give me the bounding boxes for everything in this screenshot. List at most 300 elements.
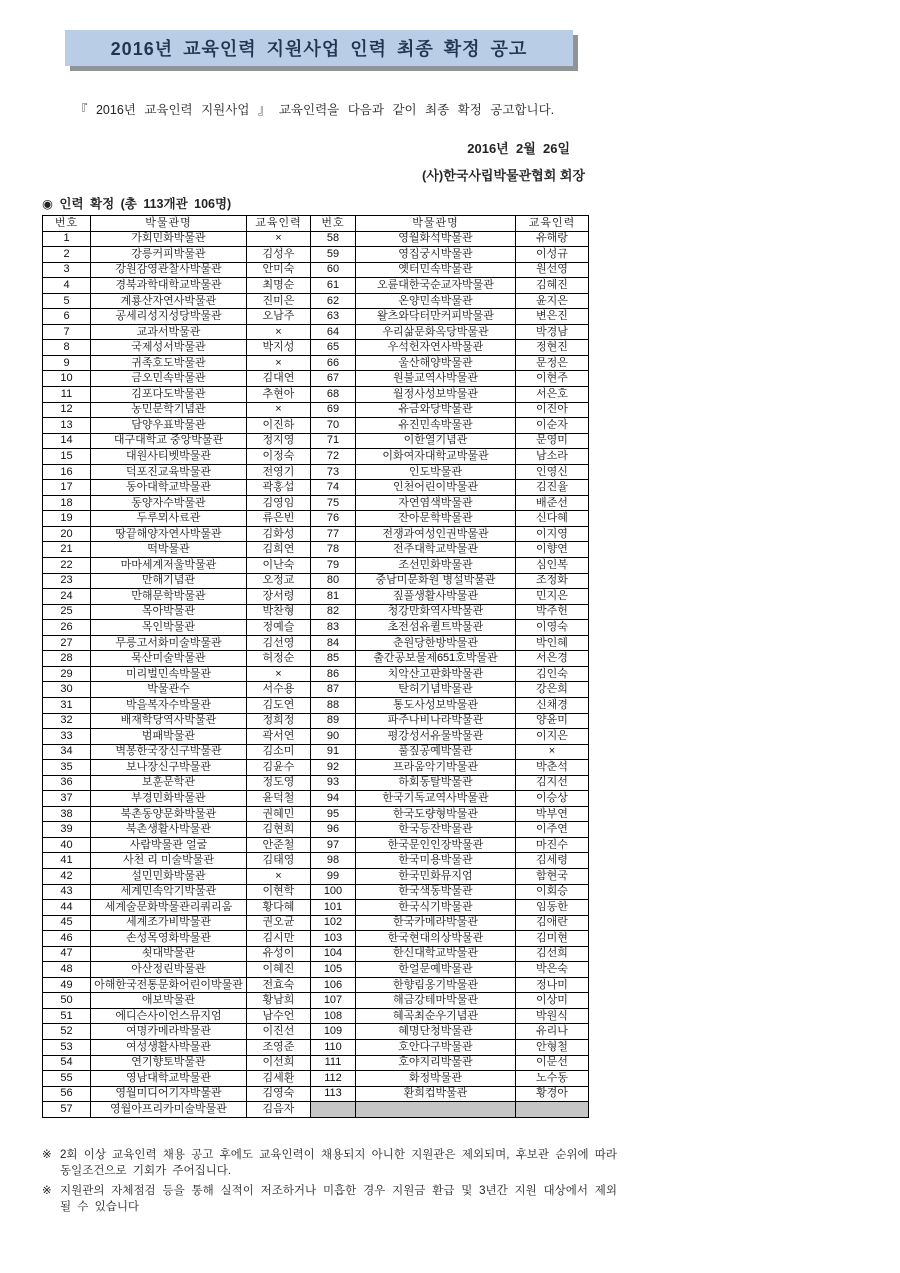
- person-name-cell: 오정교: [247, 573, 311, 589]
- row-number-cell: 60: [311, 262, 356, 278]
- person-name-cell: 함현국: [516, 868, 589, 884]
- museum-name-cell: 한얼문예박물관: [356, 962, 516, 978]
- museum-name-cell: 아산정린박물관: [91, 962, 247, 978]
- museum-name-cell: 환희컵박물관: [356, 1086, 516, 1102]
- person-name-cell: 유해랑: [516, 231, 589, 247]
- row-number-cell: 49: [43, 977, 91, 993]
- table-row: [43, 900, 589, 916]
- row-number-cell: 28: [43, 651, 91, 667]
- table-row: [43, 355, 589, 371]
- person-name-cell: 민지은: [516, 589, 589, 605]
- row-number-cell: 25: [43, 604, 91, 620]
- museum-name-cell: 화정박물관: [356, 1071, 516, 1087]
- museum-name-cell: 박을복자수박물관: [91, 697, 247, 713]
- table-row: [43, 449, 589, 465]
- museum-name-cell: 왈츠와닥터만커피박물관: [356, 309, 516, 325]
- table-row: [43, 464, 589, 480]
- empty-cell: [311, 1102, 356, 1118]
- person-name-cell: 김지선: [516, 775, 589, 791]
- museum-name-cell: 한국문인인장박물관: [356, 837, 516, 853]
- column-header: 번호: [311, 216, 356, 232]
- issuing-organization: (사)한국사립박물관협회 회장: [422, 168, 585, 183]
- row-number-cell: 89: [311, 713, 356, 729]
- person-name-cell: 이상미: [516, 993, 589, 1009]
- row-number-cell: 78: [311, 542, 356, 558]
- table-row: [43, 589, 589, 605]
- museum-name-cell: 한국민화뮤지엄: [356, 868, 516, 884]
- row-number-cell: 30: [43, 682, 91, 698]
- table-row: [43, 309, 589, 325]
- row-number-cell: 70: [311, 418, 356, 434]
- person-name-cell: 안준철: [247, 837, 311, 853]
- person-name-cell: 김태영: [247, 853, 311, 869]
- row-number-cell: 61: [311, 278, 356, 294]
- person-name-cell: 박지성: [247, 340, 311, 356]
- person-name-cell: ×: [247, 355, 311, 371]
- table-row: [43, 371, 589, 387]
- row-number-cell: 75: [311, 495, 356, 511]
- person-name-cell: 양윤미: [516, 713, 589, 729]
- museum-name-cell: 전주대학교박물관: [356, 542, 516, 558]
- row-number-cell: 67: [311, 371, 356, 387]
- row-number-cell: 72: [311, 449, 356, 465]
- person-name-cell: ×: [247, 324, 311, 340]
- row-number-cell: 39: [43, 822, 91, 838]
- table-row: [43, 480, 589, 496]
- table-row: [43, 635, 589, 651]
- museum-name-cell: 프라움악기박물관: [356, 760, 516, 776]
- row-number-cell: 45: [43, 915, 91, 931]
- table-row: [43, 791, 589, 807]
- table-row: [43, 1086, 589, 1102]
- person-name-cell: 김혜진: [516, 278, 589, 294]
- person-name-cell: 김대연: [247, 371, 311, 387]
- museum-name-cell: 가회민화박물관: [91, 231, 247, 247]
- table-row: [43, 340, 589, 356]
- row-number-cell: 9: [43, 355, 91, 371]
- person-name-cell: 변은진: [516, 309, 589, 325]
- person-name-cell: 전효숙: [247, 977, 311, 993]
- person-name-cell: 이진선: [247, 1024, 311, 1040]
- museum-name-cell: 쇳대박물관: [91, 946, 247, 962]
- row-number-cell: 94: [311, 791, 356, 807]
- row-number-cell: 3: [43, 262, 91, 278]
- footnote: [42, 1183, 617, 1215]
- table-row: [43, 822, 589, 838]
- person-name-cell: 인영신: [516, 464, 589, 480]
- row-number-cell: 109: [311, 1024, 356, 1040]
- table-row: [43, 666, 589, 682]
- row-number-cell: 74: [311, 480, 356, 496]
- person-name-cell: 이진하: [247, 418, 311, 434]
- person-name-cell: 마진수: [516, 837, 589, 853]
- column-header: 번호: [43, 216, 91, 232]
- table-row: [43, 1008, 589, 1024]
- person-name-cell: 정도영: [247, 775, 311, 791]
- museum-name-cell: 범패박물관: [91, 729, 247, 745]
- row-number-cell: 19: [43, 511, 91, 527]
- museum-name-cell: 옛터민속박물관: [356, 262, 516, 278]
- museum-name-cell: 울산해양박물관: [356, 355, 516, 371]
- row-number-cell: 68: [311, 387, 356, 403]
- row-number-cell: 54: [43, 1055, 91, 1071]
- museum-name-cell: 동아대학교박물관: [91, 480, 247, 496]
- museum-name-cell: 조선민화박물관: [356, 558, 516, 574]
- museum-name-cell: 연기향토박물관: [91, 1055, 247, 1071]
- museum-name-cell: 떡박물관: [91, 542, 247, 558]
- person-name-cell: 이승상: [516, 791, 589, 807]
- museum-name-cell: 동양자수박물관: [91, 495, 247, 511]
- museum-name-cell: 김포다도박물관: [91, 387, 247, 403]
- person-name-cell: 장서령: [247, 589, 311, 605]
- museum-name-cell: 이화여자대학교박물관: [356, 449, 516, 465]
- row-number-cell: 1: [43, 231, 91, 247]
- museum-name-cell: 전쟁과여성인권박물관: [356, 526, 516, 542]
- table-row: [43, 1024, 589, 1040]
- row-number-cell: 52: [43, 1024, 91, 1040]
- row-number-cell: 91: [311, 744, 356, 760]
- museum-name-cell: 부경민화박물관: [91, 791, 247, 807]
- person-name-cell: 오남주: [247, 309, 311, 325]
- museum-name-cell: 영월화석박물관: [356, 231, 516, 247]
- person-name-cell: 이현주: [516, 371, 589, 387]
- row-number-cell: 8: [43, 340, 91, 356]
- person-name-cell: 문정은: [516, 355, 589, 371]
- person-name-cell: 남소라: [516, 449, 589, 465]
- row-number-cell: 35: [43, 760, 91, 776]
- museum-name-cell: 짚풀생활사박물관: [356, 589, 516, 605]
- table-row: [43, 962, 589, 978]
- museum-name-cell: 세계민속악기박물관: [91, 884, 247, 900]
- table-row: [43, 744, 589, 760]
- person-name-cell: 이순자: [516, 418, 589, 434]
- museum-name-cell: 세계조가비박물관: [91, 915, 247, 931]
- row-number-cell: 20: [43, 526, 91, 542]
- museum-name-cell: 교과서박물관: [91, 324, 247, 340]
- person-name-cell: 이회승: [516, 884, 589, 900]
- museum-name-cell: 벽봉한국장신구박물관: [91, 744, 247, 760]
- row-number-cell: 110: [311, 1039, 356, 1055]
- table-row: [43, 231, 589, 247]
- museum-name-cell: 만해문학박물관: [91, 589, 247, 605]
- table-row: [43, 729, 589, 745]
- museum-name-cell: 영월아프리카미술박물관: [91, 1102, 247, 1118]
- person-name-cell: 신채경: [516, 697, 589, 713]
- museum-name-cell: 묵산미술박물관: [91, 651, 247, 667]
- person-name-cell: 이성규: [516, 247, 589, 263]
- person-name-cell: 박인혜: [516, 635, 589, 651]
- footnote-text: 2회 이상 교육인력 채용 공고 후에도 교육인력이 채용되지 아니한 지원관은 제외되며, 후보관 순위에 따라 동일조건으로 기회가 주어집니다.: [60, 1149, 617, 1177]
- empty-cell: [516, 1102, 589, 1118]
- row-number-cell: 90: [311, 729, 356, 745]
- row-number-cell: 10: [43, 371, 91, 387]
- museum-name-cell: 한국색동박물관: [356, 884, 516, 900]
- table-row: [43, 853, 589, 869]
- person-name-cell: 김세령: [516, 853, 589, 869]
- museum-name-cell: 농민문학기념관: [91, 402, 247, 418]
- row-number-cell: 4: [43, 278, 91, 294]
- row-number-cell: 77: [311, 526, 356, 542]
- row-number-cell: 80: [311, 573, 356, 589]
- table-row: [43, 604, 589, 620]
- row-number-cell: 71: [311, 433, 356, 449]
- museum-name-cell: 통도사성보박물관: [356, 697, 516, 713]
- museum-name-cell: 출간공보물제651호박물관: [356, 651, 516, 667]
- row-number-cell: 40: [43, 837, 91, 853]
- museum-name-cell: 한국미용박물관: [356, 853, 516, 869]
- row-number-cell: 104: [311, 946, 356, 962]
- row-number-cell: 23: [43, 573, 91, 589]
- title-banner: [65, 30, 573, 66]
- row-number-cell: 6: [43, 309, 91, 325]
- column-header: 박물관명: [91, 216, 247, 232]
- person-name-cell: 김화성: [247, 526, 311, 542]
- person-name-cell: 류은빈: [247, 511, 311, 527]
- museum-name-cell: 영월미디어기자박물관: [91, 1086, 247, 1102]
- table-row: [43, 713, 589, 729]
- museum-name-cell: 한국등잔박물관: [356, 822, 516, 838]
- row-number-cell: 103: [311, 931, 356, 947]
- museum-name-cell: 파주나비나라박물관: [356, 713, 516, 729]
- row-number-cell: 76: [311, 511, 356, 527]
- row-number-cell: 34: [43, 744, 91, 760]
- museum-name-cell: 춘원당한방박물관: [356, 635, 516, 651]
- table-row: [43, 931, 589, 947]
- row-number-cell: 93: [311, 775, 356, 791]
- row-number-cell: 21: [43, 542, 91, 558]
- museum-name-cell: 박물관수: [91, 682, 247, 698]
- person-name-cell: 박원식: [516, 1008, 589, 1024]
- table-row: [43, 262, 589, 278]
- museum-name-cell: 강릉커피박물관: [91, 247, 247, 263]
- footnote-marker: ※: [42, 1149, 52, 1161]
- row-number-cell: 105: [311, 962, 356, 978]
- row-number-cell: 55: [43, 1071, 91, 1087]
- table-row: [43, 620, 589, 636]
- person-name-cell: 이혜진: [247, 962, 311, 978]
- row-number-cell: 95: [311, 806, 356, 822]
- museum-name-cell: 치악산고판화박물관: [356, 666, 516, 682]
- person-name-cell: 황남희: [247, 993, 311, 1009]
- footnote-text: 지원관의 자체점검 등을 통해 실적이 저조하거나 미흡한 경우 지원금 환급 및 3년간 지원 대상에서 제외 될 수 있습니다: [60, 1185, 617, 1213]
- museum-name-cell: 한국도량형박물관: [356, 806, 516, 822]
- row-number-cell: 107: [311, 993, 356, 1009]
- person-name-cell: 김희연: [247, 542, 311, 558]
- row-number-cell: 51: [43, 1008, 91, 1024]
- person-name-cell: ×: [247, 868, 311, 884]
- person-name-cell: 조영준: [247, 1039, 311, 1055]
- table-row: [43, 977, 589, 993]
- person-name-cell: ×: [247, 402, 311, 418]
- row-number-cell: 48: [43, 962, 91, 978]
- row-number-cell: 73: [311, 464, 356, 480]
- row-number-cell: 7: [43, 324, 91, 340]
- person-name-cell: 서수용: [247, 682, 311, 698]
- museum-name-cell: 북촌동양문화박물관: [91, 806, 247, 822]
- intro-text: 『 2016년 교육인력 지원사업 』 교육인력을 다음과 같이 최종 확정 공고합니다.: [75, 103, 555, 117]
- museum-name-cell: 마마세계저울박물관: [91, 558, 247, 574]
- museum-name-cell: 경북과학대학교박물관: [91, 278, 247, 294]
- museum-name-cell: 대원사티벳박물관: [91, 449, 247, 465]
- announcement-date: 2016년 2월 26일: [467, 141, 570, 156]
- row-number-cell: 56: [43, 1086, 91, 1102]
- row-number-cell: 88: [311, 697, 356, 713]
- row-number-cell: 46: [43, 931, 91, 947]
- museum-name-cell: 유진민속박물관: [356, 418, 516, 434]
- person-name-cell: 유리나: [516, 1024, 589, 1040]
- person-name-cell: 김진율: [516, 480, 589, 496]
- person-name-cell: 박주헌: [516, 604, 589, 620]
- row-number-cell: 47: [43, 946, 91, 962]
- row-number-cell: 27: [43, 635, 91, 651]
- table-row: [43, 884, 589, 900]
- person-name-cell: 곽홍섭: [247, 480, 311, 496]
- row-number-cell: 26: [43, 620, 91, 636]
- row-number-cell: 18: [43, 495, 91, 511]
- table-row: [43, 915, 589, 931]
- table-row: [43, 558, 589, 574]
- table-row: [43, 526, 589, 542]
- table-row: [43, 418, 589, 434]
- museum-name-cell: 무릉고서화미술박물관: [91, 635, 247, 651]
- person-name-cell: 이주연: [516, 822, 589, 838]
- museum-name-cell: 청강만화역사박물관: [356, 604, 516, 620]
- person-name-cell: 김윤수: [247, 760, 311, 776]
- museum-name-cell: 오륜대한국순교자박물관: [356, 278, 516, 294]
- row-number-cell: 65: [311, 340, 356, 356]
- museum-name-cell: 인천어린이박물관: [356, 480, 516, 496]
- row-number-cell: 108: [311, 1008, 356, 1024]
- person-name-cell: 박경남: [516, 324, 589, 340]
- museum-name-cell: 이한열기념관: [356, 433, 516, 449]
- person-name-cell: 김소미: [247, 744, 311, 760]
- table-row: [43, 993, 589, 1009]
- table-row: [43, 1071, 589, 1087]
- person-name-cell: 추현아: [247, 387, 311, 403]
- table-row: [43, 247, 589, 263]
- table-header-row: [43, 216, 589, 232]
- table-row: [43, 651, 589, 667]
- column-header: 교육인력: [247, 216, 311, 232]
- person-name-cell: 황다혜: [247, 900, 311, 916]
- person-name-cell: 원선영: [516, 262, 589, 278]
- museum-name-cell: 귀족호도박물관: [91, 355, 247, 371]
- person-name-cell: 서은호: [516, 387, 589, 403]
- row-number-cell: 57: [43, 1102, 91, 1118]
- row-number-cell: 14: [43, 433, 91, 449]
- museum-name-cell: 배재학당역사박물관: [91, 713, 247, 729]
- museum-name-cell: 잔아문학박물관: [356, 511, 516, 527]
- person-name-cell: 황경아: [516, 1086, 589, 1102]
- museum-name-cell: 우리삶문화옥당박물관: [356, 324, 516, 340]
- person-name-cell: 이지영: [516, 526, 589, 542]
- museum-name-cell: 계룡산자연사박물관: [91, 293, 247, 309]
- row-number-cell: 112: [311, 1071, 356, 1087]
- row-number-cell: 29: [43, 666, 91, 682]
- column-header: 교육인력: [516, 216, 589, 232]
- person-name-cell: 윤덕철: [247, 791, 311, 807]
- museum-name-cell: 초전섬유퀼트박물관: [356, 620, 516, 636]
- row-number-cell: 24: [43, 589, 91, 605]
- person-name-cell: 전영기: [247, 464, 311, 480]
- person-name-cell: 이선희: [247, 1055, 311, 1071]
- museum-name-cell: 하회동탈박물관: [356, 775, 516, 791]
- row-number-cell: 63: [311, 309, 356, 325]
- museum-name-cell: 영집궁시박물관: [356, 247, 516, 263]
- row-number-cell: 113: [311, 1086, 356, 1102]
- museum-name-cell: 담양우표박물관: [91, 418, 247, 434]
- museum-name-cell: 한국현대의상박물관: [356, 931, 516, 947]
- museum-name-cell: 자연염색박물관: [356, 495, 516, 511]
- museum-name-cell: 월정사성보박물관: [356, 387, 516, 403]
- person-name-cell: 배준선: [516, 495, 589, 511]
- table-row: [43, 1102, 589, 1118]
- table-row: [43, 278, 589, 294]
- museum-name-cell: 강원감영관찰사박물관: [91, 262, 247, 278]
- row-number-cell: 96: [311, 822, 356, 838]
- table-row: [43, 573, 589, 589]
- person-name-cell: 김성우: [247, 247, 311, 263]
- person-name-cell: 윤지은: [516, 293, 589, 309]
- row-number-cell: 37: [43, 791, 91, 807]
- person-name-cell: 이난숙: [247, 558, 311, 574]
- row-number-cell: 97: [311, 837, 356, 853]
- museum-name-cell: 북촌생활사박물관: [91, 822, 247, 838]
- museum-name-cell: 한향림옹기박물관: [356, 977, 516, 993]
- table-row: [43, 806, 589, 822]
- table-row: [43, 402, 589, 418]
- row-number-cell: 92: [311, 760, 356, 776]
- row-number-cell: 86: [311, 666, 356, 682]
- person-name-cell: 김도연: [247, 697, 311, 713]
- person-name-cell: 정나미: [516, 977, 589, 993]
- row-number-cell: 69: [311, 402, 356, 418]
- section-heading: ◉ 인력 확정 (총 113개관 106명): [42, 197, 232, 211]
- row-number-cell: 59: [311, 247, 356, 263]
- person-name-cell: 조정화: [516, 573, 589, 589]
- museum-name-cell: 설민민화박물관: [91, 868, 247, 884]
- museum-name-cell: 사천 리 미술박물관: [91, 853, 247, 869]
- person-name-cell: ×: [516, 744, 589, 760]
- table-row: [43, 697, 589, 713]
- museum-name-cell: 호안다구박물관: [356, 1039, 516, 1055]
- person-name-cell: 박은숙: [516, 962, 589, 978]
- table-row: [43, 387, 589, 403]
- row-number-cell: 85: [311, 651, 356, 667]
- person-name-cell: 안형철: [516, 1039, 589, 1055]
- person-name-cell: 진미은: [247, 293, 311, 309]
- row-number-cell: 41: [43, 853, 91, 869]
- table-row: [43, 682, 589, 698]
- museum-name-cell: 영남대학교박물관: [91, 1071, 247, 1087]
- museum-name-cell: 중남미문화원 병설박물관: [356, 573, 516, 589]
- page-title: 2016년 교육인력 지원사업 인력 최종 확정 공고: [110, 39, 528, 59]
- person-name-cell: 김현희: [247, 822, 311, 838]
- row-number-cell: 64: [311, 324, 356, 340]
- table-row: [43, 760, 589, 776]
- row-number-cell: 53: [43, 1039, 91, 1055]
- museum-name-cell: 사람박물관 얼굴: [91, 837, 247, 853]
- personnel-roster-table: [42, 215, 589, 1118]
- person-name-cell: 서은경: [516, 651, 589, 667]
- person-name-cell: 이지은: [516, 729, 589, 745]
- person-name-cell: 안미숙: [247, 262, 311, 278]
- person-name-cell: 박부연: [516, 806, 589, 822]
- table-body: [43, 231, 589, 1117]
- person-name-cell: 권오균: [247, 915, 311, 931]
- person-name-cell: 정지영: [247, 433, 311, 449]
- footnote: [42, 1147, 617, 1179]
